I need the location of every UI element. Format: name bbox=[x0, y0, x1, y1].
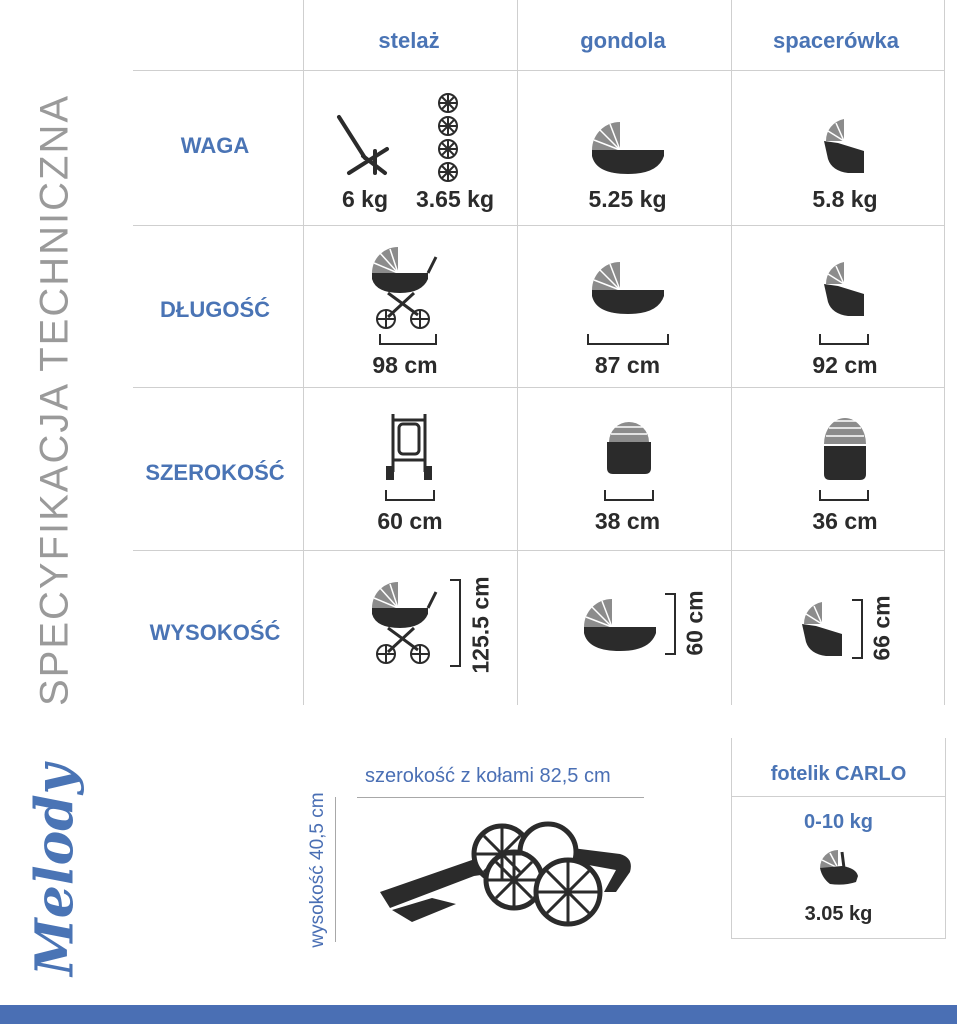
carrycot-front-icon bbox=[603, 416, 655, 476]
seat-unit-icon bbox=[818, 258, 868, 320]
value-seat-height: 66 cm bbox=[868, 595, 895, 661]
carrycot-icon bbox=[580, 595, 660, 655]
side-title: SPECYFIKACJA TECHNICZNA bbox=[32, 93, 77, 707]
length-dimension-icon bbox=[378, 332, 438, 346]
seat-front-icon bbox=[820, 410, 870, 482]
row-header-waga: WAGA bbox=[180, 133, 250, 158]
stroller-icon bbox=[368, 243, 440, 331]
length-dimension-icon bbox=[586, 332, 670, 346]
carlo-weight: 3.05 kg bbox=[804, 903, 873, 925]
value-frame-width: 60 cm bbox=[377, 508, 443, 534]
grid-line bbox=[731, 0, 732, 705]
value-carrycot-weight: 5.25 kg bbox=[588, 186, 667, 212]
column-header-gondola: gondola bbox=[580, 28, 666, 53]
width-dimension-icon bbox=[818, 488, 870, 502]
folded-height-line bbox=[335, 797, 336, 942]
seat-unit-icon bbox=[818, 115, 868, 177]
brand-logo: Melody bbox=[24, 764, 86, 976]
value-seat-length: 92 cm bbox=[812, 352, 878, 378]
value-frame-weight: 6 kg bbox=[341, 186, 389, 212]
column-header-spacerowka: spacerówka bbox=[773, 28, 899, 53]
folded-height-caption: wysokość 40,5 cm bbox=[307, 792, 328, 948]
footer-bar bbox=[0, 1005, 957, 1024]
carrycot-icon bbox=[588, 258, 668, 318]
height-dimension-icon bbox=[663, 592, 677, 656]
height-dimension-icon bbox=[850, 598, 864, 660]
value-seat-width: 36 cm bbox=[812, 508, 878, 534]
row-header-wysokosc: WYSOKOŚĆ bbox=[149, 620, 281, 645]
grid-line bbox=[133, 225, 945, 226]
grid-line bbox=[133, 550, 945, 551]
value-stroller-height: 125.5 cm bbox=[467, 576, 494, 674]
grid-line bbox=[133, 70, 945, 71]
folded-width-caption: szerokość z kołami 82,5 cm bbox=[365, 765, 611, 787]
row-header-szerokosc: SZEROKOŚĆ bbox=[145, 460, 285, 485]
width-dimension-icon bbox=[603, 488, 655, 502]
carlo-divider bbox=[732, 796, 945, 797]
length-dimension-icon bbox=[818, 332, 870, 346]
grid-line bbox=[303, 0, 304, 705]
grid-line bbox=[517, 0, 518, 705]
value-stroller-length: 98 cm bbox=[372, 352, 438, 378]
carrycot-icon bbox=[588, 118, 668, 178]
value-carrycot-height: 60 cm bbox=[681, 590, 708, 656]
value-carrycot-length: 87 cm bbox=[594, 352, 661, 378]
grid-line bbox=[133, 387, 945, 388]
stroller-icon bbox=[368, 578, 440, 666]
folded-width-line bbox=[357, 797, 644, 798]
value-seat-weight: 5.8 kg bbox=[812, 186, 878, 212]
frame-icon bbox=[335, 113, 395, 178]
carlo-age-range: 0-10 kg bbox=[804, 811, 873, 833]
value-carrycot-width: 38 cm bbox=[594, 508, 661, 534]
value-wheels-weight: 3.65 kg bbox=[416, 186, 494, 212]
carlo-seat-box bbox=[731, 738, 946, 939]
folded-stroller-icon bbox=[372, 818, 636, 930]
seat-unit-icon bbox=[796, 598, 846, 660]
column-header-stelaz: stelaż bbox=[378, 28, 440, 53]
car-seat-icon bbox=[816, 846, 864, 888]
wheels-icon bbox=[436, 92, 460, 184]
frame-front-icon bbox=[383, 410, 435, 482]
row-header-dlugosc: DŁUGOŚĆ bbox=[160, 297, 270, 322]
carlo-title: fotelik CARLO bbox=[770, 763, 907, 785]
height-dimension-icon bbox=[448, 578, 462, 668]
grid-line bbox=[944, 0, 945, 705]
width-dimension-icon bbox=[384, 488, 436, 502]
